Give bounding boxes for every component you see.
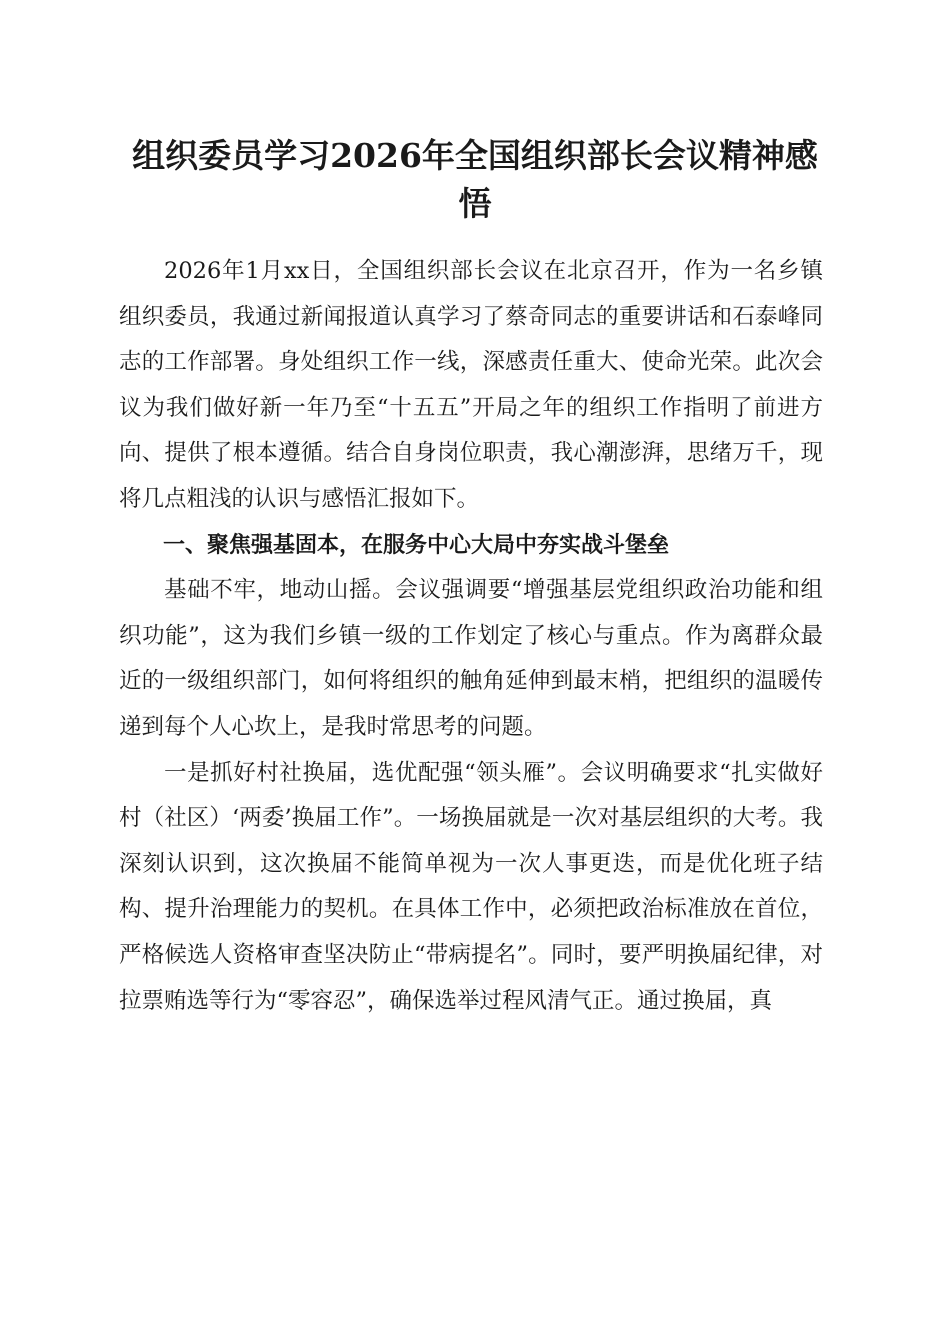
paragraph-section-1-intro: 基础不牢，地动山摇。会议强调要“增强基层党组织政治功能和组织功能”，这为我们乡镇一级的工作划定了核心与重点。作为离群众最近的一级组织部门，如何将组织的触角延伸到最末梢，把组织的温暖传递到每个人心坎上，是我时常思考的问题。 (119, 577, 823, 740)
document-title: 组织委员学习2026年全国组织部长会议精神感悟 (132, 136, 818, 223)
document-body (119, 249, 823, 1024)
paragraph-section-1-point-1: 一是抓好村社换届，选优配强“领头雁”。会议明确要求“扎实做好村（社区）‘两委’换届工作”。一场换届就是一次对基层组织的大考。我深刻认识到，这次换届不能简单视为一次人事更迭，而是优化班子结构、提升治理能力的契机。在具体工作中，必须把政治标准放在首位，严格候选人资格审查坚决防止“带病提名”。同时，要严明换届纪律，对拉票贿选等行为“零容忍”，确保选举过程风清气正。通过换届，真 (119, 759, 823, 1014)
paragraph-intro: 2026年1月xx日，全国组织部长会议在北京召开，作为一名乡镇组织委员，我通过新闻报道认真学习了蔡奇同志的重要讲话和石泰峰同志的工作部署。身处组织工作一线，深感责任重大、使命光荣。此次会议为我们做好新一年乃至“十五五”开局之年的组织工作指明了前进方向、提供了根本遵循。结合自身岗位职责，我心潮澎湃，思绪万千，现将几点粗浅的认识与感悟汇报如下。 (119, 258, 823, 512)
section-heading-1: 一、聚焦强基固本，在服务中心大局中夯实战斗堡垒 (163, 532, 670, 558)
